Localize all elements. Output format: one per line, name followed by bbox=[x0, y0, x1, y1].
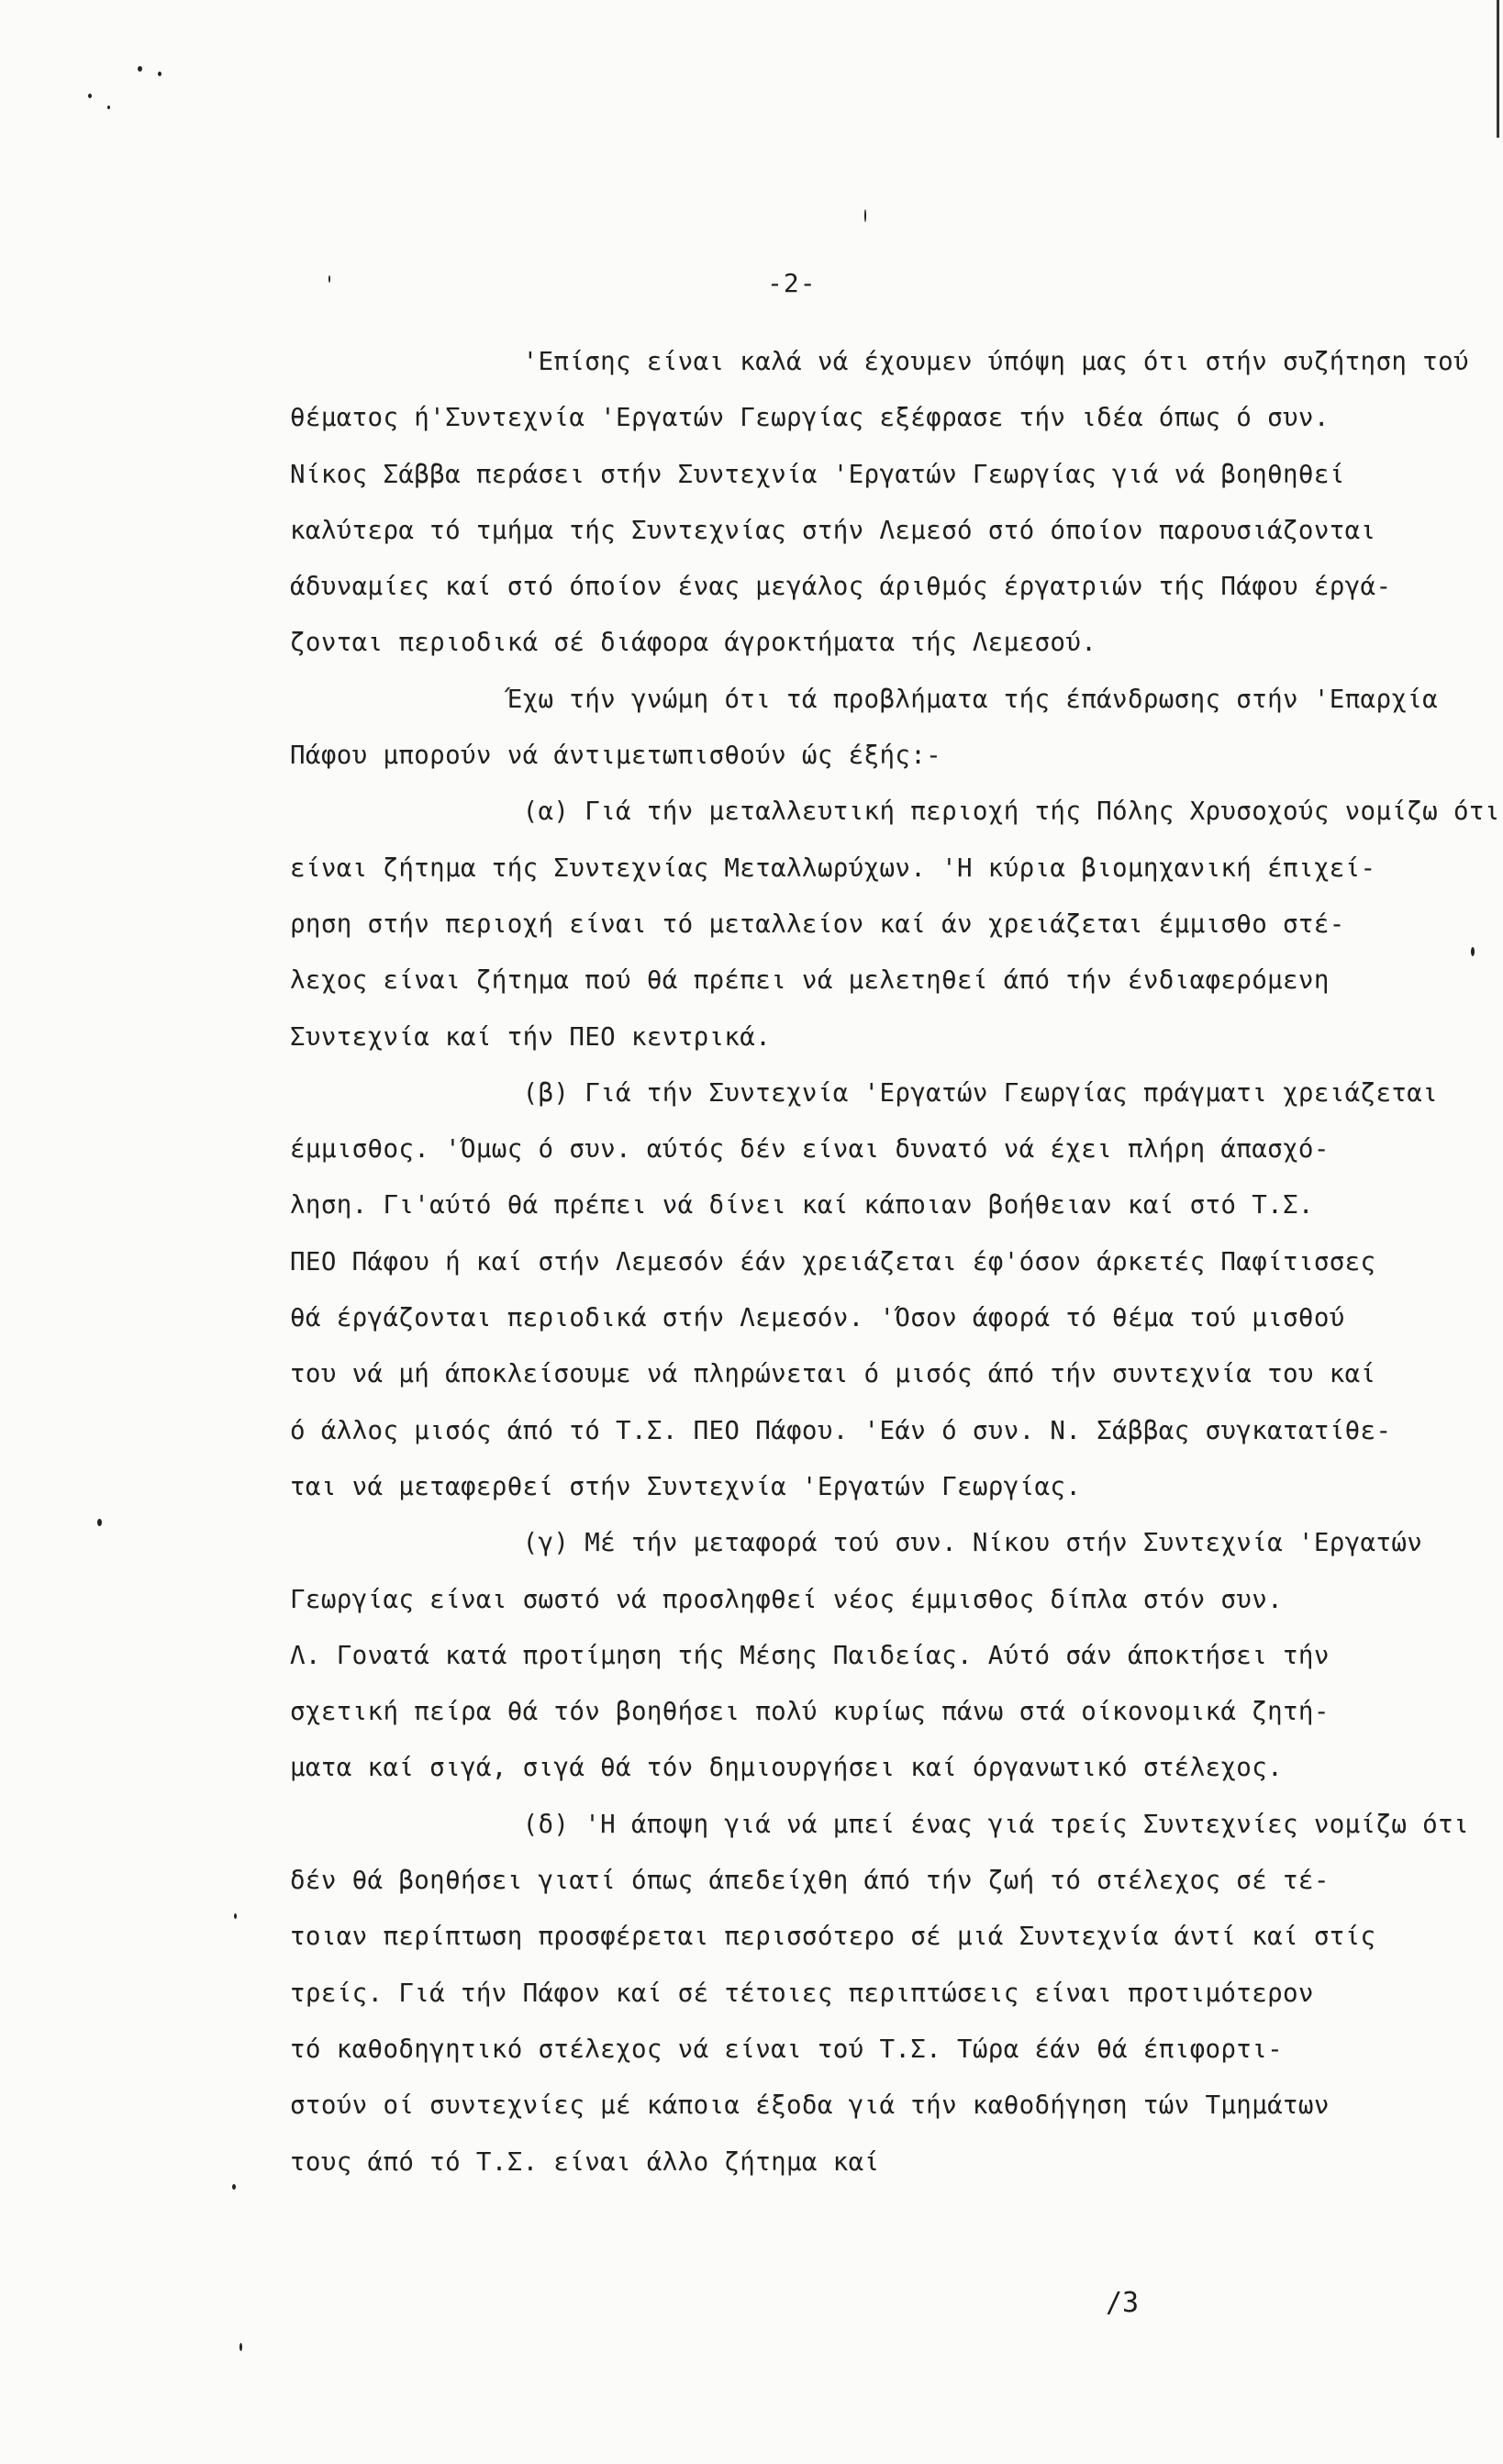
scan-edge-shadow bbox=[1497, 0, 1499, 138]
text-line: τους άπό τό Τ.Σ. είναι άλλο ζήτημα καί bbox=[290, 2146, 880, 2177]
scan-speck bbox=[88, 94, 92, 98]
text-line: του νά μή άποκλείσουμε νά πληρώνεται ό μισός άπό τήν συντεχνία του καί bbox=[290, 1359, 1376, 1389]
text-line: (α) Γιά τήν μεταλλευτική περιοχή τής Πόλης Χρυσοχούς νομίζω ότι bbox=[290, 797, 1500, 827]
text-line: Συντεχνία καί τήν ΠΕΟ κεντρικά. bbox=[290, 1021, 772, 1052]
text-line: δέν θά βοηθήσει γιατί όπως άπεδείχθη άπό τήν ζωή τό στέλεχος σέ τέ- bbox=[290, 1866, 1330, 1896]
letter-body bbox=[290, 334, 1500, 2191]
text-line: ληση. Γι'αύτό θά πρέπει νά δίνει καί κάποιαν βοήθειαν καί στό Τ.Σ. bbox=[290, 1190, 1314, 1221]
text-line: Πάφου μπορούν νά άντιμετωπισθούν ώς έξής:- bbox=[290, 741, 942, 771]
text-line: θά έργάζονται περιοδικά στήν Λεμεσόν. 'Όσον άφορά τό θέμα τού μισθού bbox=[290, 1303, 1345, 1333]
text-line: Νίκος Σάββα περάσει στήν Συντεχνία 'Εργατών Γεωργίας γιά νά βοηθηθεί bbox=[290, 459, 1345, 489]
scan-speck bbox=[328, 275, 330, 283]
scan-speck bbox=[138, 66, 142, 72]
text-line: ματα καί σιγά, σιγά θά τόν δημιουργήσει καί όργανωτικό στέλεχος. bbox=[290, 1753, 1284, 1783]
scan-speck bbox=[232, 2184, 236, 2190]
text-line: ΠΕΟ Πάφου ή καί στήν Λεμεσόν έάν χρειάζεται έφ'όσον άρκετές Παφίτισσες bbox=[290, 1246, 1376, 1277]
scan-speck bbox=[234, 1913, 237, 1919]
text-line: ρηση στήν περιοχή είναι τό μεταλλείον καί άν χρειάζεται έμμισθο στέ- bbox=[290, 909, 1345, 939]
scan-speck bbox=[1471, 947, 1475, 956]
scan-speck bbox=[864, 209, 866, 222]
text-line: είναι ζήτημα τής Συντεχνίας Μεταλλωρύχων. 'Η κύρια βιομηχανική έπιχεί- bbox=[290, 853, 1376, 883]
text-line: έμμισθος. 'Όμως ό συν. αύτός δέν είναι δυνατό νά έχει πλήρη άπασχό- bbox=[290, 1134, 1330, 1165]
text-line: λεχος είναι ζήτημα πού θά πρέπει νά μελετηθεί άπό τήν ένδιαφερόμενη bbox=[290, 965, 1330, 996]
text-line: Γεωργίας είναι σωστό νά προσληφθεί νέος έμμισθος δίπλα στόν συν. bbox=[290, 1584, 1284, 1614]
text-line: άδυναμίες καί στό όποίον ένας μεγάλος άριθμός έργατριών τής Πάφου έργά- bbox=[290, 572, 1392, 602]
text-line: (δ) 'Η άποψη γιά νά μπεί ένας γιά τρείς Συντεχνίες νομίζω ότι bbox=[290, 1809, 1469, 1839]
page-number: -2- bbox=[767, 268, 817, 298]
text-line: Έχω τήν γνώμη ότι τά προβλήματα τής έπάνδρωσης στήν 'Επαρχία bbox=[290, 684, 1439, 714]
scan-speck bbox=[107, 106, 110, 109]
text-line: καλύτερα τό τμήμα τής Συντεχνίας στήν Λεμεσό στό όποίον παρουσιάζονται bbox=[290, 515, 1376, 545]
text-line: (γ) Μέ τήν μεταφορά τού συν. Νίκου στήν Συντεχνία 'Εργατών bbox=[290, 1528, 1423, 1558]
scan-speck bbox=[158, 72, 161, 76]
next-page-marker: /3 bbox=[1106, 2287, 1140, 2319]
text-line: στούν οί συντεχνίες μέ κάποια έξοδα γιά τήν καθοδήγηση τών Τμημάτων bbox=[290, 2090, 1330, 2121]
text-line: 'Επίσης είναι καλά νά έχουμεν ύπόψη μας ότι στήν συζήτηση τού bbox=[290, 347, 1469, 376]
text-line: Λ. Γονατά κατά προτίμηση τής Μέσης Παιδείας. Αύτό σάν άποκτήσει τήν bbox=[290, 1640, 1330, 1670]
text-line: σχετική πείρα θά τόν βοηθήσει πολύ κυρίως πάνω στά οίκονομικά ζητή- bbox=[290, 1697, 1330, 1727]
text-line: ζονται περιοδικά σέ διάφορα άγροκτήματα τής Λεμεσού. bbox=[290, 628, 1097, 658]
text-line: τό καθοδηγητικό στέλεχος νά είναι τού Τ.Σ. Τώρα έάν θά έπιφορτι- bbox=[290, 2034, 1284, 2064]
text-line: ται νά μεταφερθεί στήν Συντεχνία 'Εργατών Γεωργίας. bbox=[290, 1471, 1082, 1501]
scan-speck bbox=[97, 1519, 102, 1526]
text-line: ό άλλος μισός άπό τό Τ.Σ. ΠΕΟ Πάφου. 'Εάν ό συν. Ν. Σάββας συγκατατίθε- bbox=[290, 1415, 1392, 1445]
scan-speck bbox=[239, 2343, 242, 2351]
text-line: θέματος ή'Συντεχνία 'Εργατών Γεωργίας εξέφρασε τήν ιδέα όπως ό συν. bbox=[290, 403, 1330, 433]
text-line: τρείς. Γιά τήν Πάφον καί σέ τέτοιες περιπτώσεις είναι προτιμότερον bbox=[290, 1978, 1314, 2008]
text-line: (β) Γιά τήν Συντεχνία 'Εργατών Γεωργίας πράγματι χρειάζεται bbox=[290, 1077, 1439, 1108]
text-line: τοιαν περίπτωση προσφέρεται περισσότερο σέ μιά Συντεχνία άντί καί στίς bbox=[290, 1922, 1376, 1952]
